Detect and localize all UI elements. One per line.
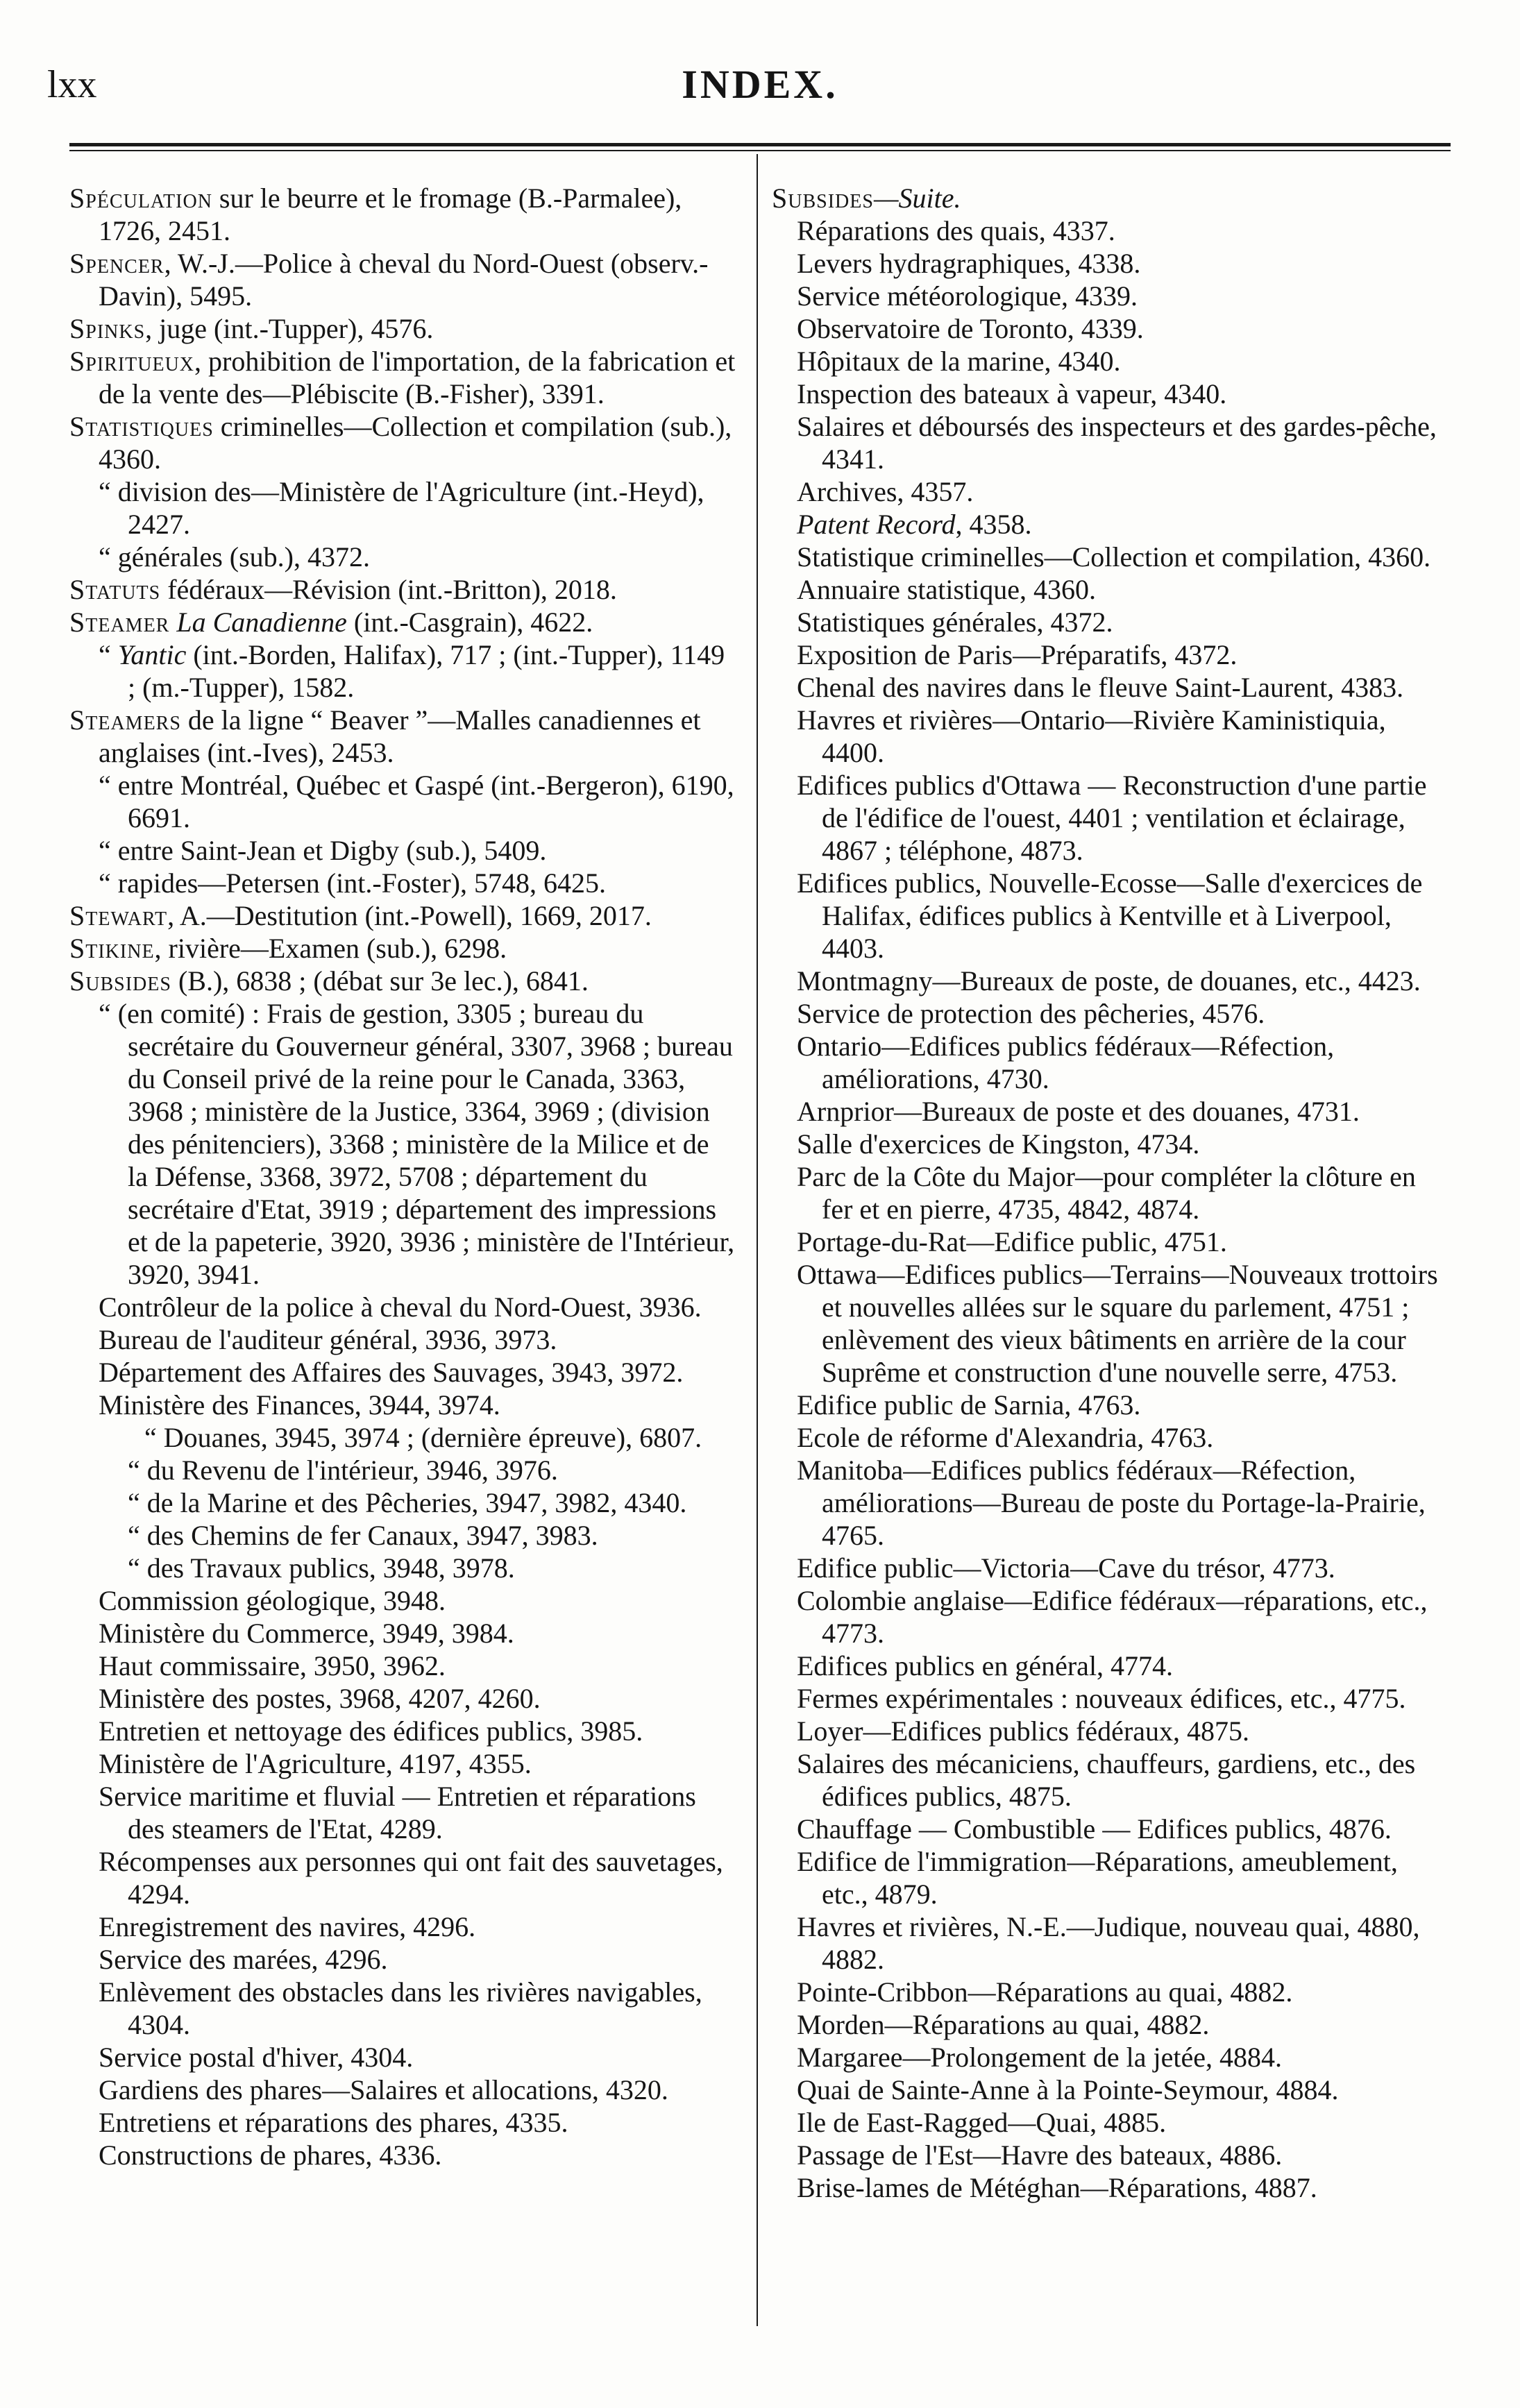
index-subentry: Chauffage — Combustible — Edifices publics, 4876. xyxy=(797,1813,1392,1845)
continued-heading xyxy=(772,182,1438,214)
index-subentry: Constructions de phares, 4336. xyxy=(99,2139,442,2171)
entry-text: , rivière—Examen (sub.), 6298. xyxy=(154,933,507,964)
header-rule-thin xyxy=(69,150,1451,151)
index-subentry: Service maritime et fluvial — Entretien et réparations des steamers de l'Etat, 4289. xyxy=(99,1781,696,1845)
index-subentry: Quai de Sainte-Anne à la Pointe-Seymour, 4884. xyxy=(797,2074,1339,2105)
index-subentry: Observatoire de Toronto, 4339. xyxy=(797,313,1144,344)
index-subentry: Parc de la Côte du Major—pour compléter la clôture en fer et en pierre, 4735, 4842, 4874. xyxy=(797,1161,1416,1225)
index-subentry: Service de protection des pêcheries, 4576. xyxy=(797,998,1265,1029)
entry-heading: Statistiques xyxy=(69,411,214,442)
index-subentry: Edifices publics, Nouvelle-Ecosse—Salle d'exercices de Halifax, édifices publics à Kentville et à Liverpool, 4403. xyxy=(797,867,1423,964)
index-subentry: Brise-lames de Météghan—Réparations, 4887. xyxy=(797,2172,1317,2203)
index-subentry: Gardiens des phares—Salaires et allocations, 4320. xyxy=(99,2074,668,2105)
entry-heading: Steamer xyxy=(69,607,170,638)
index-subentry: Inspection des bateaux à vapeur, 4340. xyxy=(797,378,1227,409)
index-subentry: Contrôleur de la police à cheval du Nord-Ouest, 3936. xyxy=(99,1291,702,1323)
entry-text: sur le beurre et le fromage (B.-Parmalee), 1726, 2451. xyxy=(99,183,682,246)
index-subentry: Havres et rivières—Ontario—Rivière Kaministiquia, 4400. xyxy=(797,704,1386,768)
index-subentry: “ des Travaux publics, 3948, 3978. xyxy=(128,1552,515,1584)
index-entry xyxy=(69,899,736,932)
entry-heading: Subsides xyxy=(69,965,171,997)
index-subentry: Ecole de réforme d'Alexandria, 4763. xyxy=(797,1422,1214,1453)
entry-italic: Patent Record xyxy=(797,509,956,540)
page-header xyxy=(0,0,1520,139)
index-subentry: Enregistrement des navires, 4296. xyxy=(99,1911,476,1942)
entry-text: , W.-J.—Police à cheval du Nord-Ouest (observ.-Davin), 5495. xyxy=(99,248,709,312)
entry-text: , juge (int.-Tupper), 4576. xyxy=(145,313,434,344)
index-subentry: Arnprior—Bureaux de poste et des douanes, 4731. xyxy=(797,1096,1360,1127)
index-entry xyxy=(69,932,736,965)
index-subentry: “ Douanes, 3945, 3974 ; (dernière épreuve), 6807. xyxy=(144,1422,702,1453)
index-subentry xyxy=(772,508,1438,541)
index-entry xyxy=(69,573,736,606)
index-subentry: Récompenses aux personnes qui ont fait des sauvetages, 4294. xyxy=(99,1846,723,1910)
index-subentry: “ entre Montréal, Québec et Gaspé (int.-Bergeron), 6190, 6691. xyxy=(99,770,734,833)
index-subentry: Ministère du Commerce, 3949, 3984. xyxy=(99,1618,514,1649)
entry-text: , A.—Destitution (int.-Powell), 1669, 2017. xyxy=(167,900,652,931)
entry-text: (int.-Borden, Halifax), 717 ; (int.-Tupper), 1149 ; (m.-Tupper), 1582. xyxy=(128,639,725,703)
index-subentry: Entretiens et réparations des phares, 4335. xyxy=(99,2107,568,2138)
right-column xyxy=(772,182,1438,2204)
index-subentry: Ottawa—Edifices publics—Terrains—Nouveaux trottoirs et nouvelles allées sur le square du parlement, 4751 ; enlèvement des vieux bâtiments en arrière de la cour Suprême et construction d'une nouvelle serre, 4753. xyxy=(797,1259,1438,1388)
index-subentry: Passage de l'Est—Havre des bateaux, 4886. xyxy=(797,2139,1283,2171)
entry-text: fédéraux—Révision (int.-Britton), 2018. xyxy=(160,574,617,605)
entry-heading: Spéculation xyxy=(69,183,212,214)
page-title: INDEX. xyxy=(682,62,838,107)
index-subentry: Service des marées, 4296. xyxy=(99,1944,388,1975)
index-subentry: Annuaire statistique, 4360. xyxy=(797,574,1097,605)
index-subentry: Manitoba—Edifices publics fédéraux—Réfection, améliorations—Bureau de poste du Portage-la-Prairie, 4765. xyxy=(797,1455,1426,1551)
entry-italic: —Suite. xyxy=(873,183,961,214)
index-subentry: Statistique criminelles—Collection et compilation, 4360. xyxy=(797,541,1431,573)
entry-text: (B.), 6838 ; (débat sur 3e lec.), 6841. xyxy=(171,965,589,997)
page-number: lxx xyxy=(47,63,97,106)
index-subentry: Salle d'exercices de Kingston, 4734. xyxy=(797,1128,1200,1160)
index-subentry: Commission géologique, 3948. xyxy=(99,1585,446,1616)
left-column xyxy=(69,182,736,2171)
index-subentry: Colombie anglaise—Edifice fédéraux—réparations, etc., 4773. xyxy=(797,1585,1428,1649)
index-subentry: Edifices publics en général, 4774. xyxy=(797,1650,1174,1681)
index-subentry: Portage-du-Rat—Edifice public, 4751. xyxy=(797,1226,1227,1257)
index-entry xyxy=(69,410,736,475)
index-subentry: Morden—Réparations au quai, 4882. xyxy=(797,2009,1210,2040)
index-subentry: Chenal des navires dans le fleuve Saint-Laurent, 4383. xyxy=(797,672,1404,703)
index-subentry: Service météorologique, 4339. xyxy=(797,280,1138,312)
index-subentry: “ du Revenu de l'intérieur, 3946, 3976. xyxy=(128,1455,558,1486)
entry-text: criminelles—Collection et compilation (sub.), 4360. xyxy=(99,411,732,475)
index-subentry: “ rapides—Petersen (int.-Foster), 5748, 6425. xyxy=(99,867,606,899)
index-subentry: Ministère des postes, 3968, 4207, 4260. xyxy=(99,1683,541,1714)
index-subentry: Levers hydragraphiques, 4338. xyxy=(797,248,1141,279)
index-subentry: Département des Affaires des Sauvages, 3943, 3972. xyxy=(99,1357,684,1388)
index-subentry: Margaree—Prolongement de la jetée, 4884. xyxy=(797,2042,1283,2073)
index-subentry: Fermes expérimentales : nouveaux édifices, etc., 4775. xyxy=(797,1683,1406,1714)
index-subentry: Ministère des Finances, 3944, 3974. xyxy=(99,1389,500,1421)
index-entry xyxy=(69,345,736,410)
index-subentry: “ générales (sub.), 4372. xyxy=(99,541,370,573)
entry-text: de la ligne “ Beaver ”—Malles canadiennes et anglaises (int.-Ives), 2453. xyxy=(99,704,701,768)
index-entry xyxy=(69,247,736,312)
index-entry xyxy=(69,312,736,345)
index-subentry: Pointe-Cribbon—Réparations au quai, 4882. xyxy=(797,1976,1293,2008)
index-subentry: Salaires des mécaniciens, chauffeurs, gardiens, etc., des édifices publics, 4875. xyxy=(797,1748,1416,1812)
index-subentry: Réparations des quais, 4337. xyxy=(797,215,1115,246)
index-subentry: Exposition de Paris—Préparatifs, 4372. xyxy=(797,639,1238,670)
entry-text: , prohibition de l'importation, de la fabrication et de la vente des—Plébiscite (B.-Fisher), 3391. xyxy=(99,346,736,409)
index-subentry: Entretien et nettoyage des édifices publics, 3985. xyxy=(99,1715,643,1747)
index-subentry: Enlèvement des obstacles dans les rivières navigables, 4304. xyxy=(99,1976,702,2040)
entry-heading: Stikine xyxy=(69,933,155,964)
index-subentry: Montmagny—Bureaux de poste, de douanes, etc., 4423. xyxy=(797,965,1421,997)
index-entry xyxy=(69,606,736,638)
entry-text: , 4358. xyxy=(955,509,1032,540)
entry-heading: Statuts xyxy=(69,574,161,605)
index-subentry: Ontario—Edifices publics fédéraux—Réfection, améliorations, 4730. xyxy=(797,1031,1335,1094)
index-entry xyxy=(69,965,736,997)
index-subentry: “ (en comité) : Frais de gestion, 3305 ; bureau du secrétaire du Gouverneur général, 3307, 3968 ; bureau du Conseil privé de la reine pour le Canada, 3363, 3968 ; ministère de la Justice, 3364, 3969 ; (division des pénitenciers), 3368 ; ministère de la Milice et de la Défense, 3368, 3972, 5708 ; département du secrétaire d'Etat, 3919 ; département des impressions et de la papeterie, 3920, 3936 ; ministère de l'Intérieur, 3920, 3941. xyxy=(99,998,735,1290)
ditto-mark: “ xyxy=(99,639,118,670)
column-divider xyxy=(757,154,758,2326)
index-subentry: Edifice public de Sarnia, 4763. xyxy=(797,1389,1141,1421)
index-subentry: Service postal d'hiver, 4304. xyxy=(99,2042,414,2073)
entry-text: (int.-Casgrain), 4622. xyxy=(346,607,593,638)
entry-heading: Subsides xyxy=(772,183,874,214)
index-subentry: Bureau de l'auditeur général, 3936, 3973. xyxy=(99,1324,557,1355)
index-subentry: “ entre Saint-Jean et Digby (sub.), 5409. xyxy=(99,835,547,866)
entry-heading: Spinks xyxy=(69,313,146,344)
entry-italic: La Canadienne xyxy=(169,607,347,638)
index-subentry: Loyer—Edifices publics fédéraux, 4875. xyxy=(797,1715,1250,1747)
index-subentry: Statistiques générales, 4372. xyxy=(797,607,1113,638)
header-rule xyxy=(69,143,1451,146)
index-entry xyxy=(69,182,736,247)
entry-heading: Steamers xyxy=(69,704,181,736)
index-subentry: Ile de East-Ragged—Quai, 4885. xyxy=(797,2107,1167,2138)
index-entry xyxy=(69,704,736,769)
index-subentry: Havres et rivières, N.-E.—Judique, nouveau quai, 4880, 4882. xyxy=(797,1911,1420,1975)
index-subentry: Edifice de l'immigration—Réparations, ameublement, etc., 4879. xyxy=(797,1846,1398,1910)
index-subentry: Ministère de l'Agriculture, 4197, 4355. xyxy=(99,1748,532,1779)
index-subentry xyxy=(69,638,736,704)
entry-heading: Stewart xyxy=(69,900,168,931)
index-subentry: Hôpitaux de la marine, 4340. xyxy=(797,346,1121,377)
index-subentry: Edifice public—Victoria—Cave du trésor, 4773. xyxy=(797,1552,1335,1584)
entry-italic: Yantic xyxy=(117,639,187,670)
index-subentry: “ division des—Ministère de l'Agriculture (int.-Heyd), 2427. xyxy=(99,476,704,540)
index-subentry: “ de la Marine et des Pêcheries, 3947, 3982, 4340. xyxy=(128,1487,687,1518)
entry-heading: Spiritueux xyxy=(69,346,195,377)
index-subentry: “ des Chemins de fer Canaux, 3947, 3983. xyxy=(128,1520,598,1551)
index-subentry: Archives, 4357. xyxy=(797,476,974,507)
index-subentry: Salaires et déboursés des inspecteurs et des gardes-pêche, 4341. xyxy=(797,411,1437,475)
index-subentry: Haut commissaire, 3950, 3962. xyxy=(99,1650,446,1681)
index-subentry: Edifices publics d'Ottawa — Reconstruction d'une partie de l'édifice de l'ouest, 4401 ; ventilation et éclairage, 4867 ; téléphone, 4873. xyxy=(797,770,1427,866)
entry-heading: Spencer xyxy=(69,248,164,279)
